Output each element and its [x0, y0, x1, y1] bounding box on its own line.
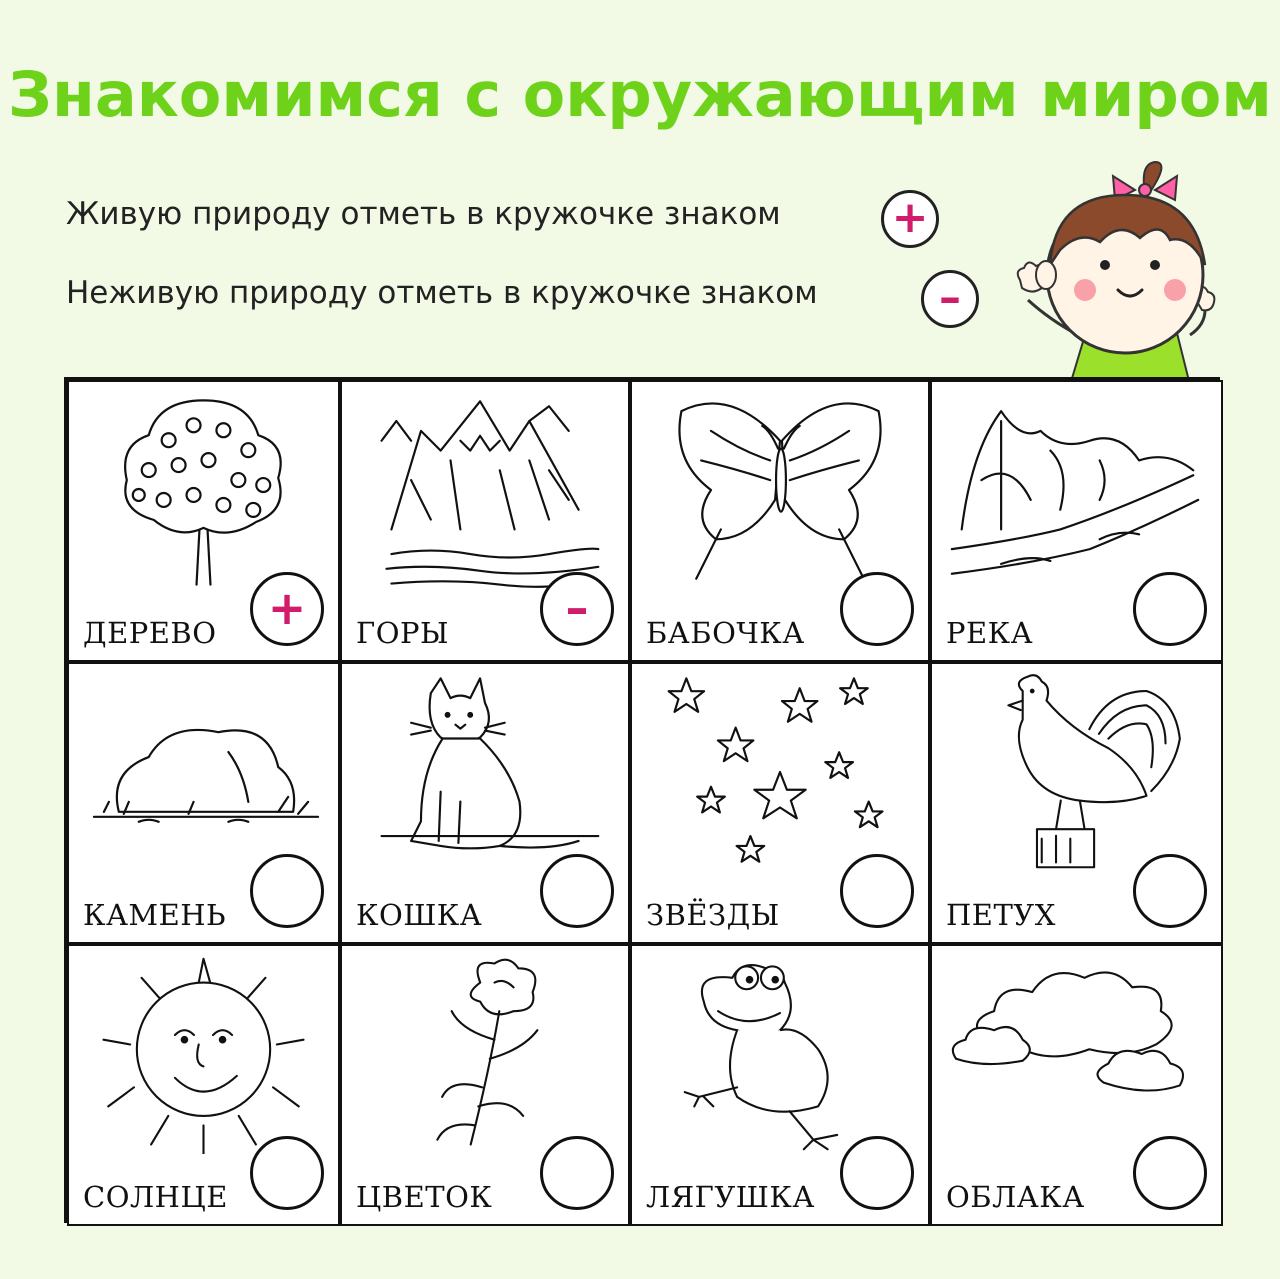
empty-mark — [1136, 1139, 1204, 1207]
flower-icon — [352, 954, 618, 1154]
answer-circle[interactable] — [840, 1136, 914, 1210]
page-title: Знакомимся с окружающим миром — [8, 58, 1272, 131]
card-label: БАБОЧКА — [646, 616, 805, 650]
butterfly-icon — [642, 390, 918, 590]
card-tree — [67, 380, 340, 662]
minus-icon: – — [565, 581, 589, 635]
frog-icon — [642, 954, 918, 1154]
answer-circle[interactable] — [250, 854, 324, 928]
card-clouds — [930, 944, 1223, 1226]
empty-mark — [843, 575, 911, 643]
card-label: ЦВЕТОК — [356, 1180, 493, 1214]
plus-icon: + — [891, 192, 929, 243]
mountains-icon — [352, 390, 618, 590]
empty-mark — [253, 1139, 321, 1207]
card-label: КОШКА — [356, 898, 483, 932]
card-sun — [67, 944, 340, 1226]
plus-icon: + — [267, 581, 307, 635]
card-frog — [630, 944, 930, 1226]
card-label: ПЕТУХ — [946, 898, 1056, 932]
river-icon — [942, 390, 1211, 590]
clouds-icon — [942, 954, 1211, 1154]
answer-circle[interactable] — [540, 572, 614, 646]
card-stone — [67, 662, 340, 944]
empty-mark — [1136, 857, 1204, 925]
card-label: СОЛНЦЕ — [83, 1180, 228, 1214]
minus-sign-example — [921, 270, 979, 328]
card-flower — [340, 944, 630, 1226]
girl-mascot-icon — [1000, 150, 1280, 385]
card-butterfly — [630, 380, 930, 662]
answer-circle[interactable] — [1133, 572, 1207, 646]
empty-mark — [253, 857, 321, 925]
answer-circle[interactable] — [250, 572, 324, 646]
answer-circle[interactable] — [840, 572, 914, 646]
card-river — [930, 380, 1223, 662]
empty-mark — [843, 857, 911, 925]
stone-icon — [79, 672, 328, 872]
rooster-icon — [942, 672, 1211, 872]
sun-icon — [79, 954, 328, 1154]
instruction-nonliving: Неживую природу отметь в кружочке знаком — [66, 275, 818, 311]
stars-icon — [642, 672, 918, 872]
cat-icon — [352, 672, 618, 872]
empty-mark — [543, 1139, 611, 1207]
empty-mark — [543, 857, 611, 925]
picture-grid — [64, 377, 1220, 1223]
card-label: ДЕРЕВО — [83, 616, 217, 650]
card-mountains — [340, 380, 630, 662]
card-label: КАМЕНЬ — [83, 898, 227, 932]
card-stars — [630, 662, 930, 944]
answer-circle[interactable] — [840, 854, 914, 928]
card-label: РЕКА — [946, 616, 1034, 650]
tree-icon — [79, 390, 328, 590]
card-label: ОБЛАКА — [946, 1180, 1085, 1214]
answer-circle[interactable] — [540, 854, 614, 928]
card-label: ЛЯГУШКА — [646, 1180, 815, 1214]
card-label: ЗВЁЗДЫ — [646, 898, 780, 932]
answer-circle[interactable] — [1133, 1136, 1207, 1210]
empty-mark — [843, 1139, 911, 1207]
answer-circle[interactable] — [1133, 854, 1207, 928]
card-cat — [340, 662, 630, 944]
empty-mark — [1136, 575, 1204, 643]
card-rooster — [930, 662, 1223, 944]
answer-circle[interactable] — [250, 1136, 324, 1210]
minus-icon: – — [939, 272, 961, 323]
answer-circle[interactable] — [540, 1136, 614, 1210]
instruction-living: Живую природу отметь в кружочке знаком — [66, 196, 781, 232]
card-label: ГОРЫ — [356, 616, 450, 650]
plus-sign-example — [881, 190, 939, 248]
